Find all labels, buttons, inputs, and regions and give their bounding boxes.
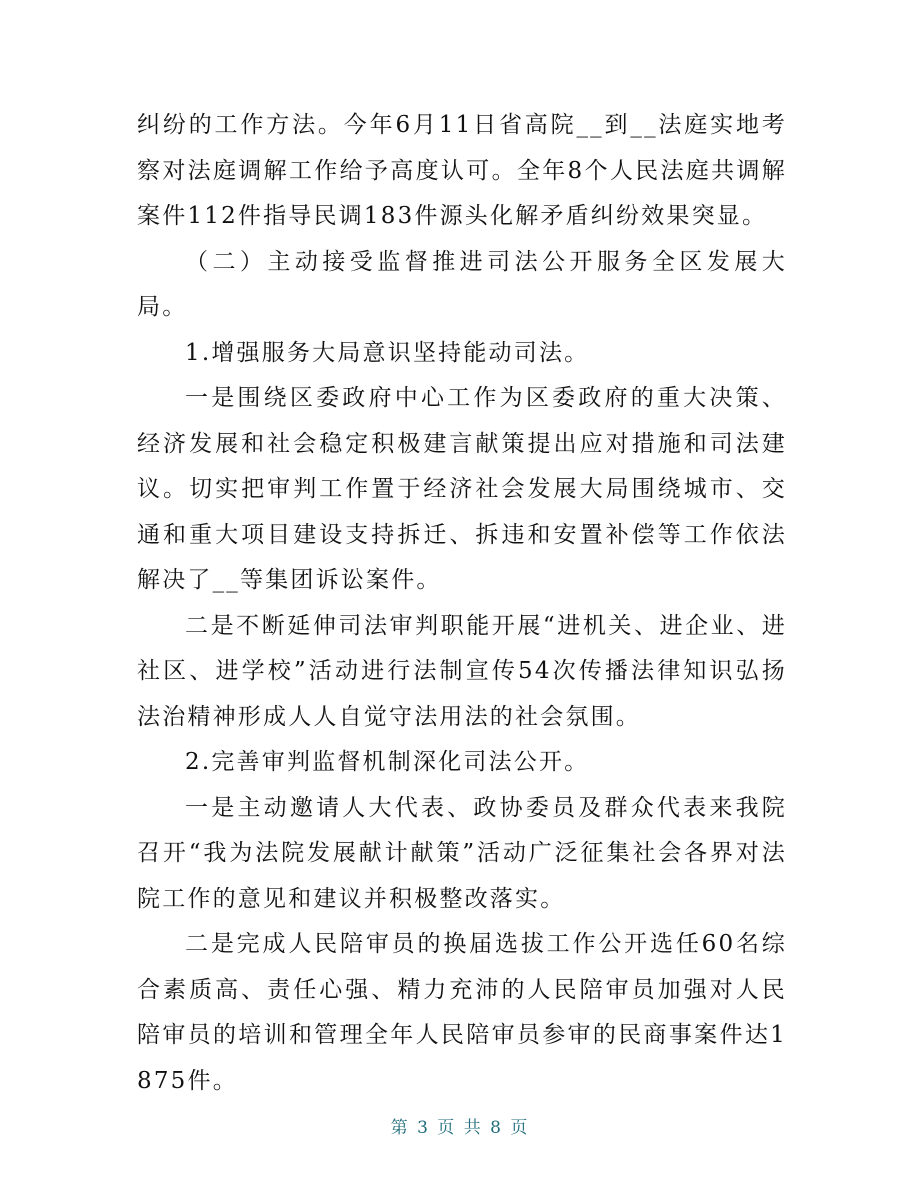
paragraph-7: 一是主动邀请人大代表、政协委员及群众代表来我院召开“我为法院发展献计献策”活动广泛征集社会各界对法院工作的意见和建议并积极整改落实。 xyxy=(137,794,787,912)
paragraph-5: 二是不断延伸司法审判职能开展“进机关、进企业、进社区、进学校”活动进行法制宣传54次传播法律知识弘扬法治精神形成人人自觉守法用法的社会氛围。 xyxy=(137,612,787,730)
paragraph-6: 2.完善审判监督机制深化司法公开。 xyxy=(185,749,590,775)
paragraph-4: 一是围绕区委政府中心工作为区委政府的重大决策、经济发展和社会稳定积极建言献策提出应对措施和司法建议。切实把审判工作置于经济社会发展大局围绕城市、交通和重大项目建设支持拆迁、拆违和安置补偿等工作依法解决了__等集团诉讼案件。 xyxy=(137,385,787,593)
document-body xyxy=(137,103,813,1104)
paragraph-3: 1.增强服务大局意识坚持能动司法。 xyxy=(185,339,590,366)
page-number-footer: 第 3 页 共 8 页 xyxy=(390,1118,530,1138)
paragraph-2: （二）主动接受监督推进司法公开服务全区发展大 局。 xyxy=(137,248,813,320)
paragraph-1: 纠纷的工作方法。今年6月11日省高院__到__法庭实地考察对法庭调解工作给予高度认可。全年8个人民法庭共调解案件112件指导民调183件源头化解矛盾纠纷效果突显。 xyxy=(137,112,787,229)
paragraph-8: 二是完成人民陪审员的换届选拔工作公开选任60名综合素质高、责任心强、精力充沛的人民陪审员加强对人民陪审员的培训和管理全年人民陪审员参审的民商事案件达1875件。 xyxy=(137,931,787,1094)
